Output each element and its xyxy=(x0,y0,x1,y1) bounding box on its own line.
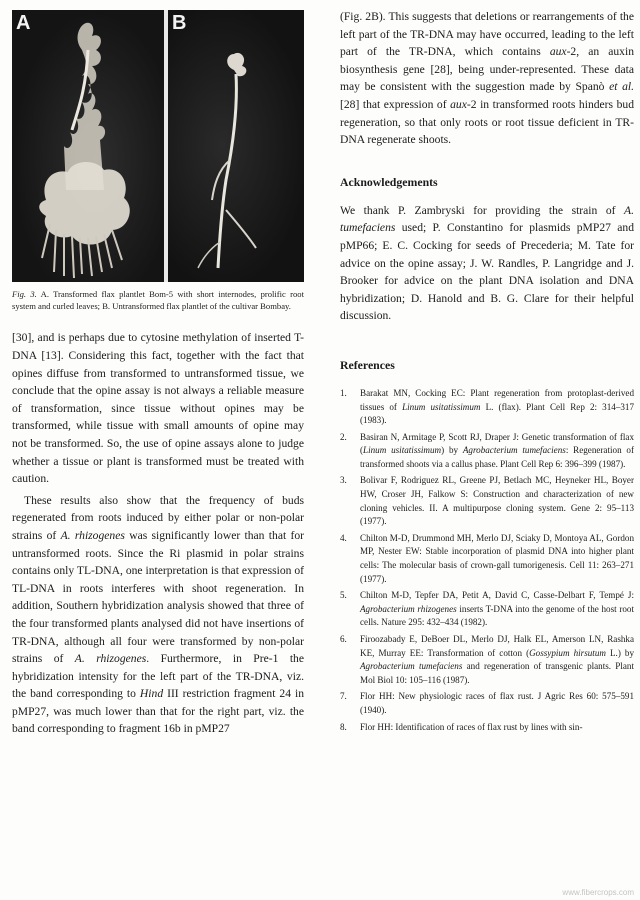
paragraph-text: . Furthermore, in Pre-1 the hybridization intensity for the left part of the TR-DNA, viz. the band corresponding to xyxy=(12,652,304,701)
acknowledgements-heading: Acknowledgements xyxy=(340,174,438,189)
figure-caption xyxy=(12,288,304,312)
reference-number: 5. xyxy=(340,590,347,601)
paragraph-text: was significantly lower than that for untransformed roots. Since the Ri plasmid in polar strains contains only TL-DNA, one interpretation is that expression of TL-DNA in roots interferes with shoot regeneration. In addition, Southern hybridization analysis showed that three of the four transformed plants analysed did not have insertions of TR-DNA, although all four were transformed by non-polar strains of xyxy=(12,528,305,666)
species-name: A. rhizogenes xyxy=(60,528,125,542)
acknowledgements-text xyxy=(340,202,634,325)
reference-item xyxy=(340,690,634,717)
paragraph-text: (Fig. 2B). This suggests that deletions or rearrangements of the left part of the TR-DNA may have occurred, leading to the left part of the TR-DNA, which contains xyxy=(340,10,634,59)
gene-name: aux xyxy=(549,45,567,59)
reference-text: Bolivar F, Rodriguez RL, Greene PJ, Betlach MC, Heyneker HL, Boyer HW, Croser JH, Falkow S: Construction and characterization of new cloning vehicles. II. A multipurpose cloning system. Gene 2: 95–113 (1977). xyxy=(360,475,634,527)
paragraph-text: [28] that expression of xyxy=(340,97,451,111)
reference-text: Basiran N, Armitage P, Scott RJ, Draper J: Genetic transformation of flax ( xyxy=(360,431,634,456)
reference-item xyxy=(340,532,634,586)
reference-italic: Agrobacterium tumefaciens xyxy=(360,661,463,672)
et-al: et al. xyxy=(609,80,634,94)
paragraph-text: These results also show that the frequency of buds regenerated from roots induced by either polar or non-polar strains of xyxy=(12,493,304,542)
paragraph-text: -2, an auxin biosynthesis gene [28], being under-represented. These data may be consistent with the suggestion made by Spanò xyxy=(340,45,634,94)
right-column xyxy=(340,8,634,737)
reference-item xyxy=(340,721,634,735)
reference-item xyxy=(340,633,634,687)
reference-item xyxy=(340,589,634,630)
reference-number: 6. xyxy=(340,634,347,644)
reference-text: inserts T-DNA into the genome of the host root cells. Nature 295: 432–434 (1982). xyxy=(360,603,634,628)
paragraph-text: used; P. Constantino for plasmids pMP27 and pMP66; E. C. Cocking for seeds of Precederia; M. Tate for advice on the opine assay; J. W. Randles, P. Langridge and J. Brooker for advice on the plant DNA isolation and DNA hybridization; D. Hanold and B. G. Clare for their helpful discussion. xyxy=(340,221,634,323)
paragraph-bud-frequency xyxy=(12,492,304,738)
left-column xyxy=(12,10,304,738)
reference-item xyxy=(340,387,634,428)
caption-text: A. Transformed flax plantlet Bom-5 with short internodes, prolific root system and curled leaves; B. Untransformed flax plantlet of the cultivar Bombay. xyxy=(12,289,304,312)
gene-name: aux xyxy=(450,97,467,111)
left-body-text xyxy=(12,329,304,738)
reference-number: 4. xyxy=(340,532,347,543)
transformed-plantlet-illustration xyxy=(12,10,164,282)
reference-list xyxy=(340,387,634,734)
untransformed-plantlet-illustration xyxy=(168,10,304,282)
reference-number: 2. xyxy=(340,431,347,442)
panel-b-label: B xyxy=(172,12,187,34)
reference-text: Chilton M-D, Tepfer DA, Petit A, David C, Casse-Delbart F, Tempé J: xyxy=(360,590,634,601)
reference-italic: Agrobacterium tumefaciens xyxy=(462,445,566,456)
species-name: A. tumefaciens xyxy=(340,203,634,235)
figure-3 xyxy=(12,10,304,282)
reference-number: 7. xyxy=(340,691,347,702)
reference-text: Chilton M-D, Drummond MH, Merlo DJ, Sciaky D, Montoya AL, Gordon MP, Nester EW: Stable incorporation of plasmid DNA into higher plant cells: The molecular basis of crown-gall tumorigenesis. Cell 11: 263–271 (1977). xyxy=(360,532,634,584)
reference-item xyxy=(340,431,634,472)
reference-text: L. (flax). Plant Cell Rep 2: 314–317 (1983). xyxy=(360,401,635,426)
reference-italic: Linum usitatissimum xyxy=(402,401,481,412)
reference-number: 8. xyxy=(340,721,347,732)
reference-item xyxy=(340,474,634,528)
reference-number: 3. xyxy=(340,475,347,486)
paragraph-text: III restriction fragment 24 in pMP27, was much lower than that for the right part, viz. the band corresponding to fragment 16b in pMP27 xyxy=(12,687,304,736)
paragraph-text: -2 in transformed roots hinders bud regeneration, so that only roots or root tissue deficient in TR-DNA regenerate shoots. xyxy=(340,97,634,147)
reference-text: Barakat MN, Cocking EC: Plant regeneration from protoplast-derived tissues of xyxy=(360,387,634,412)
reference-text: Flor HH: New physiologic races of flax rust. J Agric Res 60: 575–591 (1940). xyxy=(360,691,634,715)
watermark-text: www.fibercrops.com xyxy=(562,888,634,897)
figure-panel-a xyxy=(12,10,164,282)
reference-text: ) by xyxy=(441,445,463,456)
reference-italic: Agrobacterium rhizogenes xyxy=(360,603,457,614)
reference-text: : Regeneration of transformed shoots via a callus phase. Plant Cell Rep 6: 396–399 (1987). xyxy=(360,445,634,469)
reference-number: 1. xyxy=(340,387,347,398)
species-name: A. rhizogenes xyxy=(74,652,147,666)
caption-label: Fig. 3. xyxy=(12,289,37,299)
references-heading: References xyxy=(340,357,395,372)
reference-text: and regeneration of transgenic plants. Plant Mol Biol 10: 105–116 (1987). xyxy=(360,661,634,685)
figure-panel-b xyxy=(168,10,304,282)
panel-a-label: A xyxy=(16,12,31,34)
paragraph-text: We thank P. Zambryski for providing the strain of xyxy=(340,203,625,217)
enzyme-name: Hind xyxy=(139,687,164,701)
reference-italic: Gossypium hirsutum xyxy=(529,647,606,658)
reference-text: Firoozabady E, DeBoer DL, Merlo DJ, Halk EL, Amerson LN, Rashka KE, Murray EE: Transformation of cotton ( xyxy=(360,634,634,658)
reference-text: Flor HH: Identification of races of flax rust by lines with sin- xyxy=(360,721,583,732)
paragraph-opine-assay: [30], and is perhaps due to cytosine methylation of inserted T-DNA [13]. Considering this fact, together with the fact that opines diffuse from transformed to untransformed tissue, we conclude that the opine assay is not always a reliable measure of transformation, since tissue without opines may be transformed, while tissue with small amounts of opine may not be transformed. So, the use of opine assays alone to judge whether a tissue or plant is transformed must be treated with caution. xyxy=(12,331,304,486)
paragraph-tr-dna xyxy=(340,8,634,149)
reference-text: L.) by xyxy=(605,647,635,658)
reference-italic: Linum usitatissimum xyxy=(363,445,442,456)
